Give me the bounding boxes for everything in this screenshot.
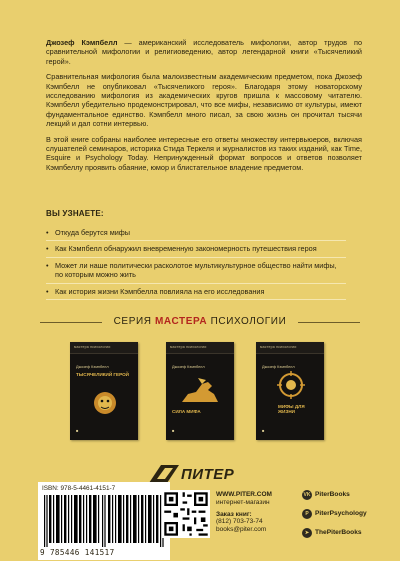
book-cover-hero	[70, 342, 138, 440]
series-accent: МАСТЕРА	[154, 316, 208, 327]
barcode-box	[38, 482, 170, 560]
website-caption: интернет-магазин	[216, 498, 270, 506]
book-author: Джозеф Кэмпбелл	[172, 365, 205, 369]
book-cover-myth	[166, 342, 234, 440]
author-name: Джозеф Кэмпбелл	[46, 38, 118, 47]
learn-list	[46, 225, 346, 300]
order-phone: (812) 703-73-74	[216, 518, 263, 526]
book-author: Джозеф Кэмпбелл	[76, 365, 109, 369]
series-title	[40, 316, 360, 327]
order-label: Заказ книг:	[216, 510, 252, 518]
publisher-mark: ■	[172, 428, 175, 433]
book-cover-myths-to-live	[256, 342, 324, 440]
barcode-number: 9 785446 141517	[40, 548, 115, 557]
mythology-paragraph: Сравнительная мифология была малоизвестным академическим предметом, пока Джозеф Кэмпбелл не опубликовал «Тысячеликого героя». Благодаря этому новаторскому исследованию мифология из академических кругов пришла к массовому читателю. Кэмпбелл убедительно продемонстрировал, что все мифы, независимо от культуры, имеют фундаментальное единство. Кэмпбелл много писал, за свою жизнь он прочитал тысячи лекций и дал сотни интервью.	[46, 72, 362, 129]
learn-item: • Как история жизни Кэмпбелла повлияла на его исследования	[46, 284, 346, 300]
learn-item: • Может ли наше политически расколотое мультикультурное общество найти мифы, по которым можно жить	[46, 258, 346, 284]
piter-logo-text: ПИТЕР	[181, 466, 235, 483]
learn-heading: ВЫ УЗНАЕТЕ:	[46, 209, 104, 218]
isbn-label: ISBN: 978-5-4461-4151-7	[42, 485, 116, 492]
book-series-strip: мастера психологии	[166, 342, 234, 354]
book-series-strip: мастера психологии	[70, 342, 138, 354]
barcode-graphic	[44, 495, 166, 547]
publisher-contacts	[216, 491, 296, 534]
author-description: — американский исследователь мифологии, автор трудов по сравнительной мифологии и религиоведению, автор легендарной книги «Тысячеликий герой».	[46, 38, 362, 66]
order-email[interactable]: books@piter.com	[216, 526, 267, 534]
description-block	[46, 38, 362, 178]
publisher-mark: ■	[262, 428, 265, 433]
book-author: Джозеф Кэмпбелл	[262, 365, 295, 369]
social-label: ThePiterBooks	[315, 529, 362, 536]
social-label: PiterPsychology	[315, 510, 367, 517]
learn-item: • Откуда берутся мифы	[46, 225, 346, 241]
book-title: ТЫСЯЧЕЛИКИЙ ГЕРОЙ	[76, 372, 129, 377]
vk-icon: VK	[303, 492, 311, 498]
series-suffix: ПСИХОЛОГИИ	[207, 316, 287, 327]
intro-paragraph	[46, 38, 362, 66]
piter-psychology-icon: P	[302, 509, 312, 519]
book-title: СИЛА МИФА	[172, 409, 201, 414]
book-title: МИФЫ ДЛЯ ЖИЗНИ	[278, 404, 305, 415]
sun-ornament-icon	[274, 370, 308, 400]
learn-item: • Как Кэмпбелл обнаружил вневременную закономерность путешествия героя	[46, 241, 346, 257]
sphinx-icon	[178, 376, 222, 406]
series-prefix: СЕРИЯ	[113, 316, 155, 327]
series-banner	[40, 313, 360, 333]
mask-icon	[92, 386, 118, 420]
website-link[interactable]: WWW.PITER.COM	[216, 491, 272, 498]
telegram-icon: ➤	[302, 528, 312, 538]
book-series-strip: мастера психологии	[256, 342, 324, 354]
social-label: PiterBooks	[315, 491, 350, 498]
book-contents-paragraph: В этой книге собраны наиболее интересные его ответы множеству интервьюеров, включая слушателей семинаров, историка Стида Теркеля и журналистов из таких изданий, как Time, Esquire и Psychology Today. Непринужденный формат вопросов и ответов позволяет Кэмпбеллу проявить обаяние, юмор и блистательное владение предметом.	[46, 134, 362, 172]
publisher-mark: ■	[76, 428, 79, 433]
qr-code[interactable]	[162, 490, 210, 538]
